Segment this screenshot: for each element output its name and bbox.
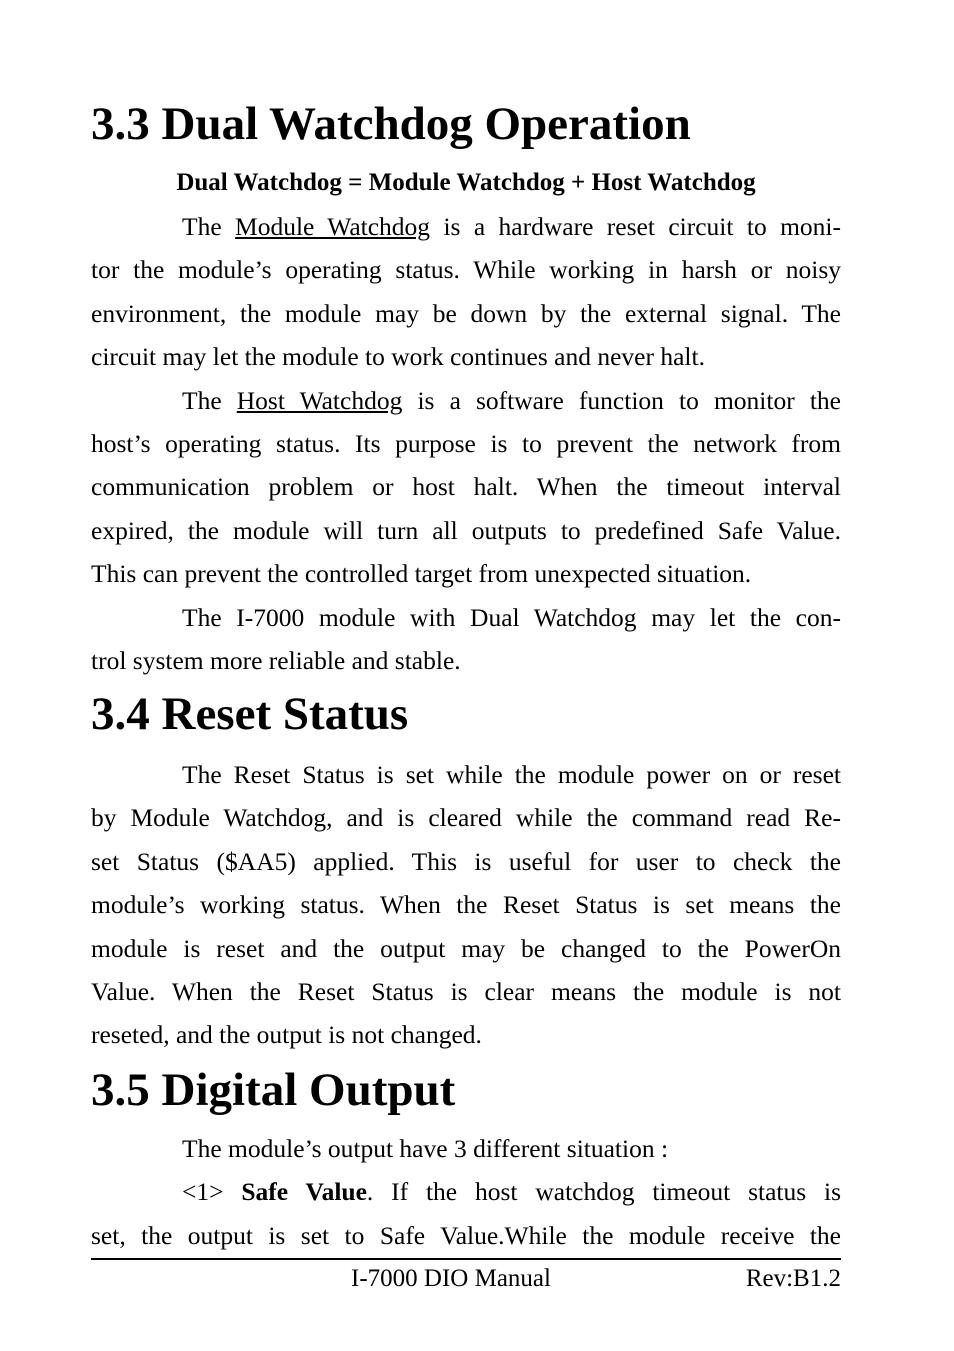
section-3-4-heading: 3.4 Reset Status	[91, 688, 409, 740]
section-3-3-body	[91, 205, 841, 682]
paragraph-line	[91, 379, 841, 422]
paragraph-line	[91, 205, 841, 248]
paragraph-line: This can prevent the controlled target from unexpected situation.	[91, 559, 752, 589]
manual-title: I-7000 DIO Manual	[351, 1265, 551, 1292]
paragraph-line: The module’s output have 3 different situation :	[182, 1134, 669, 1163]
paragraph-line: trol system more reliable and stable.	[91, 645, 461, 675]
paragraph-line: set, the output is set to Safe Value.While the module receive the	[91, 1220, 841, 1250]
paragraph-line	[91, 1170, 841, 1213]
text-fragment: is a hardware reset circuit to moni-	[430, 212, 841, 241]
revision-label: Rev:B1.2	[745, 1265, 841, 1292]
paragraph-line: set Status ($AA5) applied. This is useful for user to check the	[91, 846, 841, 876]
page-footer	[91, 1260, 841, 1298]
module-watchdog-term: Module Watchdog	[235, 212, 431, 241]
host-watchdog-term: Host Watchdog	[236, 385, 403, 415]
paragraph-line: environment, the module may be down by the external signal. The	[91, 298, 841, 328]
paragraph-line: host’s operating status. Its purpose is to prevent the network from	[91, 428, 841, 458]
paragraph-line: reseted, and the output is not changed.	[91, 1020, 482, 1050]
section-3-5-heading: 3.5 Digital Output	[91, 1064, 456, 1116]
paragraph-line: by Module Watchdog, and is cleared while the command read Re-	[91, 803, 841, 833]
paragraph-line: expired, the module will turn all outputs to predefined Safe Value.	[91, 515, 841, 545]
text-fragment: <1>	[182, 1177, 242, 1207]
dual-watchdog-formula: Dual Watchdog = Module Watchdog + Host Watchdog	[176, 169, 756, 196]
paragraph-line: The I-7000 module with Dual Watchdog may let the con-	[182, 602, 841, 632]
paragraph-line: circuit may let the module to work continues and never halt.	[91, 342, 705, 372]
paragraph-line: communication problem or host halt. When the timeout interval	[91, 472, 841, 502]
text-fragment: The	[182, 385, 237, 415]
paragraph-line: Value. When the Reset Status is clear means the module is not	[91, 976, 841, 1006]
section-3-5-body	[91, 1127, 841, 1257]
text-fragment: is a software function to monitor the	[402, 385, 841, 415]
safe-value-term: Safe Value	[241, 1177, 367, 1207]
paragraph-line: module’s working status. When the Reset Status is set means the	[91, 890, 841, 920]
section-3-4-body	[91, 753, 841, 1057]
text-fragment: The	[182, 212, 236, 241]
section-3-3-heading: 3.3 Dual Watchdog Operation	[91, 98, 691, 150]
text-fragment: . If the host watchdog timeout status is	[366, 1177, 842, 1207]
paragraph-line: The Reset Status is set while the module power on or reset	[182, 760, 841, 789]
paragraph-line: tor the module’s operating status. While working in harsh or noisy	[91, 255, 841, 285]
paragraph-line: module is reset and the output may be changed to the PowerOn	[91, 933, 841, 963]
